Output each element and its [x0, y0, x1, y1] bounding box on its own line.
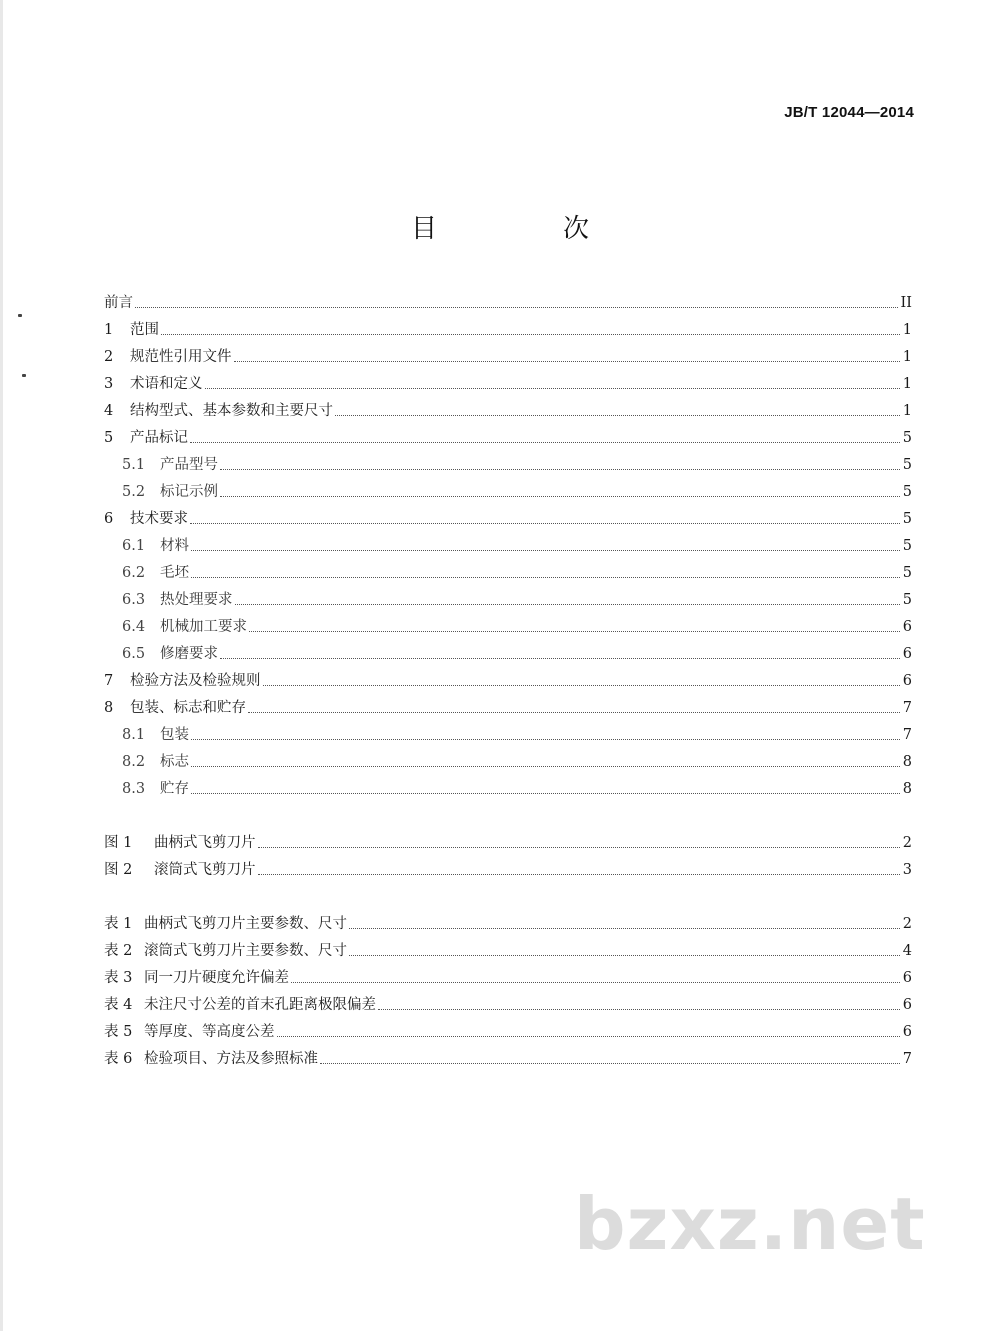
- dot-leader: [277, 1035, 900, 1037]
- toc-entry-chapter-2[interactable]: [104, 344, 912, 366]
- dot-leader: [320, 1062, 900, 1064]
- toc-entry-page: 5: [902, 457, 912, 473]
- toc-entry-number: 6.1: [122, 538, 146, 554]
- toc-entry-page: 1: [902, 403, 912, 419]
- toc-entry-page: 3: [902, 862, 912, 878]
- dot-leader: [258, 846, 900, 848]
- dot-leader: [190, 522, 900, 524]
- dot-leader: [258, 873, 900, 875]
- toc-entry-label: 等厚度、等高度公差: [144, 1024, 275, 1040]
- toc-entry-section-5-2[interactable]: [104, 479, 912, 501]
- toc-entry-page: 4: [902, 943, 912, 959]
- toc-entry-number: 5.2: [122, 484, 146, 500]
- toc-entry-number: 4: [104, 403, 114, 419]
- toc-entry-label: 包装: [160, 727, 189, 743]
- toc-entry-label: 机械加工要求: [160, 619, 247, 635]
- toc-entry-label: 曲柄式飞剪刀片: [154, 835, 256, 851]
- toc-entry-table-1[interactable]: [104, 911, 912, 933]
- dot-leader: [205, 387, 900, 389]
- toc-entry-number: 2: [104, 349, 114, 365]
- dot-leader: [291, 981, 900, 983]
- dot-leader: [161, 333, 900, 335]
- toc-entry-label: 材料: [160, 538, 189, 554]
- toc-entry-page: 1: [902, 349, 912, 365]
- toc-entry-page: 5: [902, 538, 912, 554]
- toc-entry-table-5[interactable]: [104, 1019, 912, 1041]
- toc-entry-label: 滚筒式飞剪刀片: [154, 862, 256, 878]
- dot-leader: [220, 657, 900, 659]
- toc-entry-page: 7: [902, 700, 912, 716]
- toc-entry-page: 1: [902, 322, 912, 338]
- toc-entry-section-8-3[interactable]: [104, 776, 912, 798]
- toc-entry-label: 标记示例: [160, 484, 218, 500]
- toc-entry-number: 表 1: [104, 916, 133, 932]
- toc-entry-page: 5: [902, 592, 912, 608]
- toc-entry-page: 5: [902, 484, 912, 500]
- toc-entry-section-5-1[interactable]: [104, 452, 912, 474]
- dot-leader: [234, 360, 900, 362]
- toc-entry-section-8-2[interactable]: [104, 749, 912, 771]
- toc-entry-label: 修磨要求: [160, 646, 218, 662]
- toc-entry-page: 5: [902, 430, 912, 446]
- scan-artifact-dot: [22, 374, 26, 377]
- toc-entry-label: 热处理要求: [160, 592, 233, 608]
- site-watermark: bzxz.net: [574, 1182, 926, 1266]
- toc-entry-page: 5: [902, 511, 912, 527]
- toc-entry-page: 8: [902, 754, 912, 770]
- dot-leader: [349, 927, 900, 929]
- dot-leader: [191, 792, 900, 794]
- toc-entry-number: 表 3: [104, 970, 133, 986]
- toc-entry-section-6-1[interactable]: [104, 533, 912, 555]
- toc-entry-page: 6: [902, 1024, 912, 1040]
- toc-entry-section-6-4[interactable]: [104, 614, 912, 636]
- toc-entry-label: 技术要求: [130, 511, 188, 527]
- toc-entry-number: 8.1: [122, 727, 146, 743]
- toc-entry-number: 图 1: [104, 835, 133, 851]
- toc-entry-label: 同一刀片硬度允许偏差: [144, 970, 289, 986]
- toc-entry-number: 1: [104, 322, 114, 338]
- toc-entry-page: 6: [902, 970, 912, 986]
- toc-entry-label: 检验方法及检验规则: [130, 673, 261, 689]
- toc-title: 目 次: [410, 214, 639, 244]
- dot-leader: [349, 954, 900, 956]
- toc-entry-table-6[interactable]: [104, 1046, 912, 1068]
- toc-entry-label: 产品型号: [160, 457, 218, 473]
- toc-entry-chapter-4[interactable]: [104, 398, 912, 420]
- toc-entry-page: 5: [902, 565, 912, 581]
- toc-entry-page: 6: [902, 619, 912, 635]
- toc-entry-number: 6.2: [122, 565, 146, 581]
- toc-entry-chapter-8[interactable]: [104, 695, 912, 717]
- toc-entry-label: 产品标记: [130, 430, 188, 446]
- toc-entry-label: 标志: [160, 754, 189, 770]
- toc-entry-number: 3: [104, 376, 114, 392]
- dot-leader: [220, 468, 900, 470]
- toc-entry-label: 贮存: [160, 781, 189, 797]
- toc-entry-page: 6: [902, 646, 912, 662]
- toc-entry-label: 前言: [104, 295, 133, 311]
- toc-entry-table-2[interactable]: [104, 938, 912, 960]
- toc-entry-chapter-3[interactable]: [104, 371, 912, 393]
- toc-entry-number: 5: [104, 430, 114, 446]
- toc-entry-chapter-6[interactable]: [104, 506, 912, 528]
- toc-entry-number: 5.1: [122, 457, 146, 473]
- toc-entry-section-8-1[interactable]: [104, 722, 912, 744]
- dot-leader: [191, 576, 900, 578]
- toc-entry-page: 7: [902, 1051, 912, 1067]
- toc-entry-page: 1: [902, 376, 912, 392]
- scan-artifact-dot: [18, 314, 22, 317]
- toc-entry-label: 规范性引用文件: [130, 349, 232, 365]
- toc-entry-label: 术语和定义: [130, 376, 203, 392]
- toc-entry-figure-2[interactable]: [104, 857, 912, 879]
- dot-leader: [220, 495, 900, 497]
- toc-entry-page: 8: [902, 781, 912, 797]
- dot-leader: [249, 630, 900, 632]
- toc-entry-number: 图 2: [104, 862, 133, 878]
- toc-entry-foreword[interactable]: [104, 290, 912, 312]
- toc-entry-label: 滚筒式飞剪刀片主要参数、尺寸: [144, 943, 347, 959]
- toc-entry-page: II: [900, 295, 912, 311]
- standard-code: JB/T 12044—2014: [784, 104, 914, 121]
- scan-edge: [0, 0, 3, 1331]
- toc-entry-page: 7: [902, 727, 912, 743]
- toc-entry-number: 表 5: [104, 1024, 133, 1040]
- toc-entry-page: 6: [902, 997, 912, 1013]
- toc-entry-section-6-3[interactable]: [104, 587, 912, 609]
- toc-entry-number: 6: [104, 511, 114, 527]
- toc-entry-number: 8.3: [122, 781, 146, 797]
- dot-leader: [191, 738, 900, 740]
- toc-entry-chapter-1[interactable]: [104, 317, 912, 339]
- toc-entry-label: 范围: [130, 322, 159, 338]
- toc-entry-page: 2: [902, 916, 912, 932]
- toc-entry-number: 6.3: [122, 592, 146, 608]
- toc-entry-chapter-7[interactable]: [104, 668, 912, 690]
- toc-entry-label: 检验项目、方法及参照标准: [144, 1051, 318, 1067]
- toc-entry-label: 包装、标志和贮存: [130, 700, 246, 716]
- toc-entry-number: 表 6: [104, 1051, 133, 1067]
- toc-entry-label: 未注尺寸公差的首末孔距离极限偏差: [144, 997, 376, 1013]
- toc-entry-number: 8: [104, 700, 114, 716]
- toc-entry-label: 结构型式、基本参数和主要尺寸: [130, 403, 333, 419]
- toc-entry-chapter-5[interactable]: [104, 425, 912, 447]
- toc-entry-figure-1[interactable]: [104, 830, 912, 852]
- toc-entry-page: 6: [902, 673, 912, 689]
- toc-entry-section-6-2[interactable]: [104, 560, 912, 582]
- toc-entry-label: 毛坯: [160, 565, 189, 581]
- dot-leader: [248, 711, 900, 713]
- dot-leader: [335, 414, 900, 416]
- toc-entry-number: 表 2: [104, 943, 133, 959]
- dot-leader: [235, 603, 900, 605]
- toc-entry-table-4[interactable]: [104, 992, 912, 1014]
- toc-entry-number: 7: [104, 673, 114, 689]
- toc-entry-number: 表 4: [104, 997, 133, 1013]
- dot-leader: [191, 765, 900, 767]
- toc-entry-number: 6.5: [122, 646, 146, 662]
- dot-leader: [378, 1008, 900, 1010]
- toc-entry-section-6-5[interactable]: [104, 641, 912, 663]
- dot-leader: [135, 306, 898, 308]
- toc-entry-page: 2: [902, 835, 912, 851]
- dot-leader: [190, 441, 900, 443]
- toc-entry-table-3[interactable]: [104, 965, 912, 987]
- dot-leader: [263, 684, 900, 686]
- toc-entry-number: 6.4: [122, 619, 146, 635]
- dot-leader: [191, 549, 900, 551]
- toc-entry-number: 8.2: [122, 754, 146, 770]
- toc-entry-label: 曲柄式飞剪刀片主要参数、尺寸: [144, 916, 347, 932]
